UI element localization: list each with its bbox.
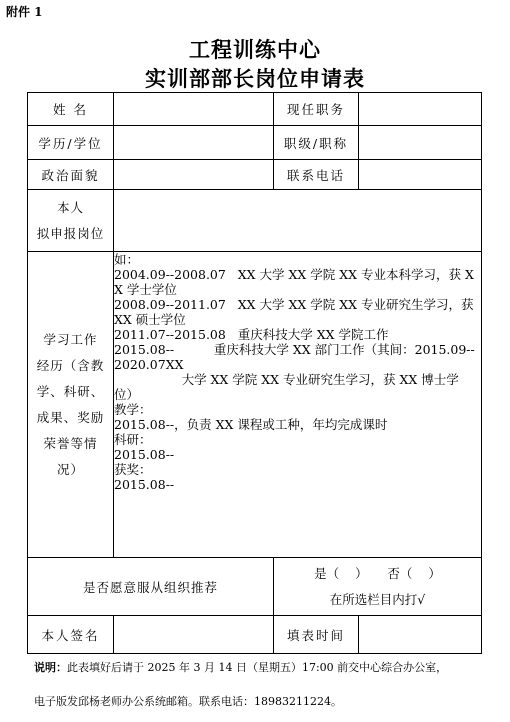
- rank-value[interactable]: [359, 126, 482, 160]
- education-label: 学历/学位: [28, 126, 114, 160]
- form-title-line2: 实训部部长岗位申请表: [145, 66, 365, 91]
- experience-label-line6: 况）: [56, 461, 84, 477]
- row-experience: [28, 252, 482, 558]
- row-recommend: [28, 558, 482, 616]
- note-line2: 电子版发邱杨老师办公系统邮箱。联系电话：18983211224。: [34, 695, 342, 708]
- accept-recommend-label: 是否愿意服从组织推荐: [28, 558, 274, 616]
- political-value[interactable]: [114, 160, 274, 190]
- apply-post-label-line2: 拟申报岗位: [36, 225, 105, 241]
- row-apply-post: [28, 190, 482, 252]
- row-education: [28, 126, 482, 160]
- form-title-line1: 工程训练中心: [189, 37, 321, 62]
- yes-no-cell[interactable]: [274, 558, 482, 616]
- signature-value[interactable]: [114, 616, 274, 654]
- signature-label: 本人签名: [28, 616, 114, 654]
- current-post-label: 现任职务: [274, 93, 359, 126]
- experience-label-line4: 成果、奖励: [36, 409, 105, 425]
- row-political: [28, 160, 482, 190]
- rank-label: 职级/职称: [274, 126, 359, 160]
- name-value[interactable]: [114, 93, 274, 126]
- name-label: 姓 名: [28, 93, 114, 126]
- phone-label: 联系电话: [274, 160, 359, 190]
- apply-post-label-line1: 本人: [56, 199, 84, 215]
- experience-label-line3: 学、科研、: [36, 383, 105, 399]
- experience-label-line5: 荣誉等情: [43, 435, 98, 451]
- phone-value[interactable]: [359, 160, 482, 190]
- yes-no-options[interactable]: 是（ ） 否（ ）: [314, 565, 441, 581]
- current-post-value[interactable]: [359, 93, 482, 126]
- political-label: 政治面貌: [28, 160, 114, 190]
- experience-label-line1: 学习工作: [43, 331, 98, 347]
- fill-time-label: 填表时间: [274, 616, 359, 654]
- apply-post-value[interactable]: [114, 190, 482, 252]
- note-line1: [34, 659, 447, 675]
- education-value[interactable]: [114, 126, 274, 160]
- experience-label: [28, 252, 114, 558]
- fill-time-value[interactable]: [359, 616, 482, 654]
- note-text-1: 此表填好后请于 2025 年 3 月 14 日（星期五）17:00 前交中心综合办公室，: [67, 661, 448, 674]
- note-label: 说明：: [34, 661, 67, 674]
- attachment-label: 附件 1: [6, 5, 43, 19]
- apply-post-label: [28, 190, 114, 252]
- row-signature: [28, 616, 482, 654]
- experience-label-line2: 经历（含教: [36, 357, 105, 373]
- tick-instruction: 在所选栏目内打√: [329, 591, 426, 607]
- experience-text[interactable]: 如： 2004.09--2008.07 XX 大学 XX 学院 XX 专业本科学习，获 XX 学士学位 2008.09--2011.07 XX 大学 XX 学院 XX 专业研究生学习，获 XX 硕士学位 2011.07--2015.08 重庆科技大学 XX 学院工作 2015.08-- 重庆科技大学 XX 部门工作（其间：2015.09--2020.07XX 大学 XX 学院 XX 专业研究生学习，获 XX 博士学位） 教学： 2015.08--，负责 XX 课程或工种，年均完成课时 科研： 2015.08-- 获奖： 2015.08--: [114, 252, 482, 558]
- row-name: [28, 93, 482, 126]
- application-form-table: [27, 92, 482, 654]
